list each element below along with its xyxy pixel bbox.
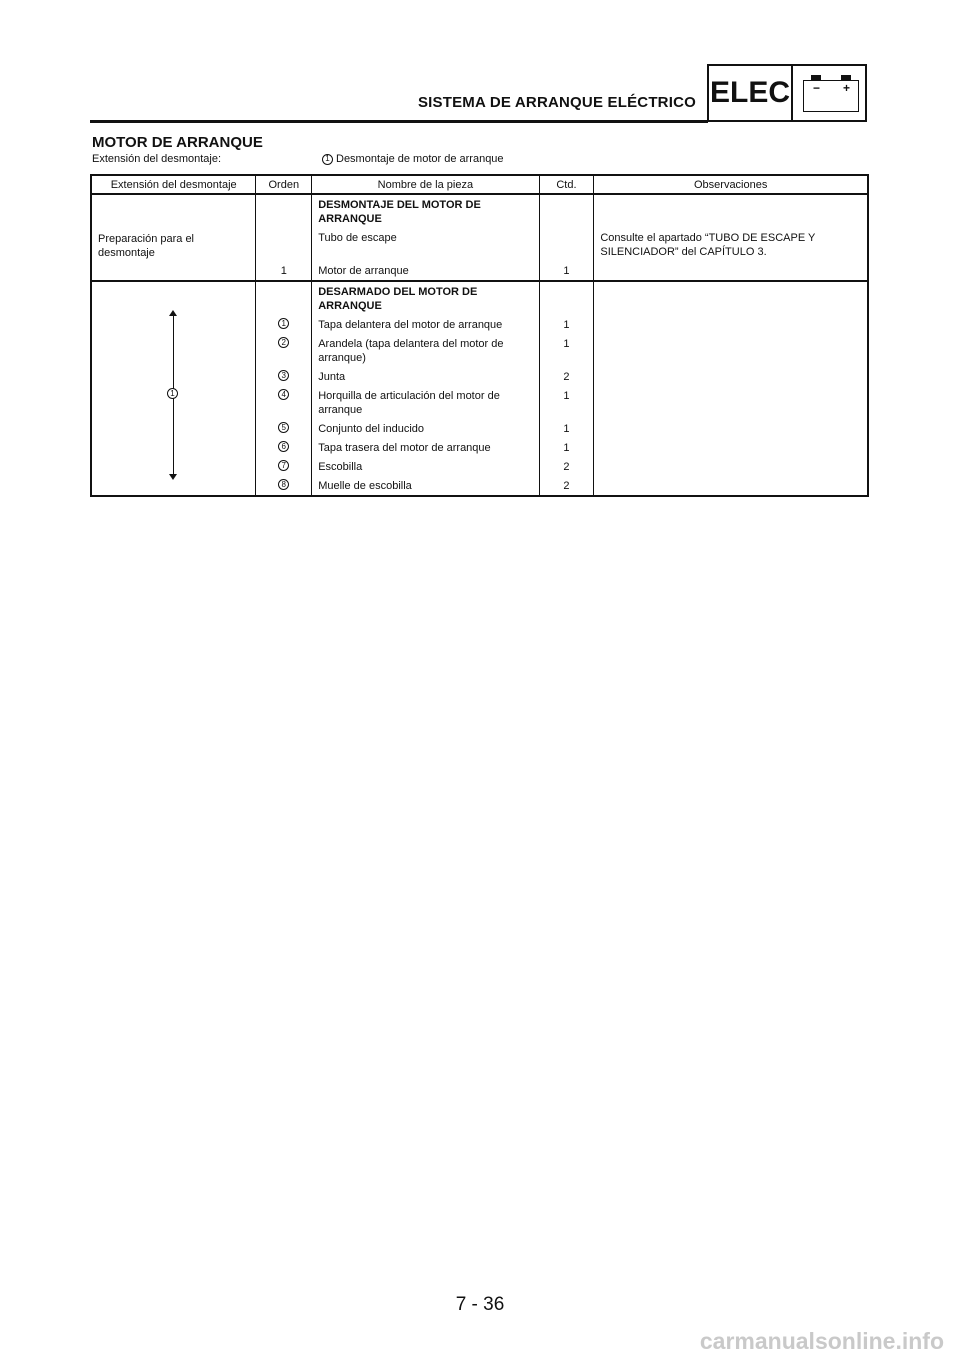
battery-terminal-positive (841, 75, 851, 80)
page-number: 7 - 36 (455, 1294, 505, 1315)
table-cell-order: 3 (278, 370, 289, 381)
header-rule (90, 120, 708, 123)
header-order: Orden (256, 175, 312, 194)
elec-badge (707, 64, 867, 122)
group1-remarks-cell (594, 194, 868, 281)
group2-extent-cell (91, 281, 256, 496)
table-header-row (91, 175, 868, 194)
table-cell-qty: 1 (563, 265, 570, 277)
table-cell-name: DESARMADO DEL MOTOR DE ARRANQUE (318, 286, 478, 312)
table-cell-qty: 1 (563, 423, 570, 435)
group2-remarks-cell (594, 281, 868, 496)
table-cell-qty: 1 (563, 338, 570, 350)
table-group-disassembly (91, 281, 868, 496)
table-cell-name: Tapa trasera del motor de arranque (318, 442, 491, 454)
table-cell-qty: 1 (563, 442, 570, 454)
group1-name-cell (312, 194, 539, 281)
table-cell-name: Muelle de escobilla (318, 480, 412, 492)
table-cell-order: 1 (278, 318, 289, 329)
extent-text: Desmontaje de motor de arranque (336, 153, 504, 165)
extent-label: Extensión del desmontaje: (92, 153, 222, 165)
section-title: MOTOR DE ARRANQUE (92, 134, 263, 151)
extent-value (322, 153, 504, 165)
arrow-down-icon (169, 474, 177, 480)
table-cell-name: Conjunto del inducido (318, 423, 425, 435)
header-remarks: Observaciones (594, 175, 868, 194)
table-cell-name: Horquilla de articulación del motor de arranque (318, 390, 500, 416)
table-cell-qty: 1 (563, 390, 570, 402)
extent-marker: 1 (322, 154, 333, 165)
header-title: SISTEMA DE ARRANQUE ELÉCTRICO (417, 94, 696, 111)
table-cell-order: 2 (278, 337, 289, 348)
table-cell-name: DESMONTAJE DEL MOTOR DE ARRANQUE (318, 199, 481, 225)
elec-badge-label: ELEC (709, 66, 793, 120)
battery-minus-sign: − (813, 81, 821, 95)
table-cell-order: 4 (278, 389, 289, 400)
table-group-preparation (91, 194, 868, 281)
header-extent: Extensión del desmontaje (91, 175, 256, 194)
group2-extent-marker: 1 (167, 388, 178, 399)
table-cell-qty: 1 (563, 319, 570, 331)
battery-terminal-negative (811, 75, 821, 80)
watermark: carmanualsonline.info (699, 1328, 944, 1354)
table-cell-order: 8 (278, 479, 289, 490)
table-cell-name: Escobilla (318, 461, 363, 473)
header-part-name: Nombre de la pieza (312, 175, 539, 194)
table-cell-remarks: Consulte el apartado “TUBO DE ESCAPE Y SILENCIADOR” del CAPÍTULO 3. (600, 232, 816, 258)
group2-name-cell (312, 281, 539, 496)
table-cell-order: 1 (280, 265, 287, 277)
battery-cell (793, 66, 865, 120)
table-cell-order: 5 (278, 422, 289, 433)
table-cell-qty: 2 (563, 371, 570, 383)
table-cell-name: Tubo de escape (318, 232, 397, 244)
group1-qty-cell (539, 194, 594, 281)
group1-order-cell (256, 194, 312, 281)
table-cell-name: Tapa delantera del motor de arranque (318, 319, 503, 331)
header-qty: Ctd. (539, 175, 594, 194)
table-cell-qty: 2 (563, 480, 570, 492)
table-cell-name: Junta (318, 371, 346, 383)
group1-extent: Preparación para el desmontaje (98, 233, 195, 259)
battery-icon (803, 80, 859, 112)
group1-extent-cell (91, 194, 256, 281)
table-cell-qty: 2 (563, 461, 570, 473)
disassembly-table (90, 174, 869, 497)
table-cell-name: Motor de arranque (318, 265, 409, 277)
group2-order-cell (256, 281, 312, 496)
battery-plus-sign: + (842, 81, 850, 95)
table-cell-name: Arandela (tapa delantera del motor de arranque) (318, 338, 504, 364)
table-cell-order: 6 (278, 441, 289, 452)
table-cell-order: 7 (278, 460, 289, 471)
group2-qty-cell (539, 281, 594, 496)
